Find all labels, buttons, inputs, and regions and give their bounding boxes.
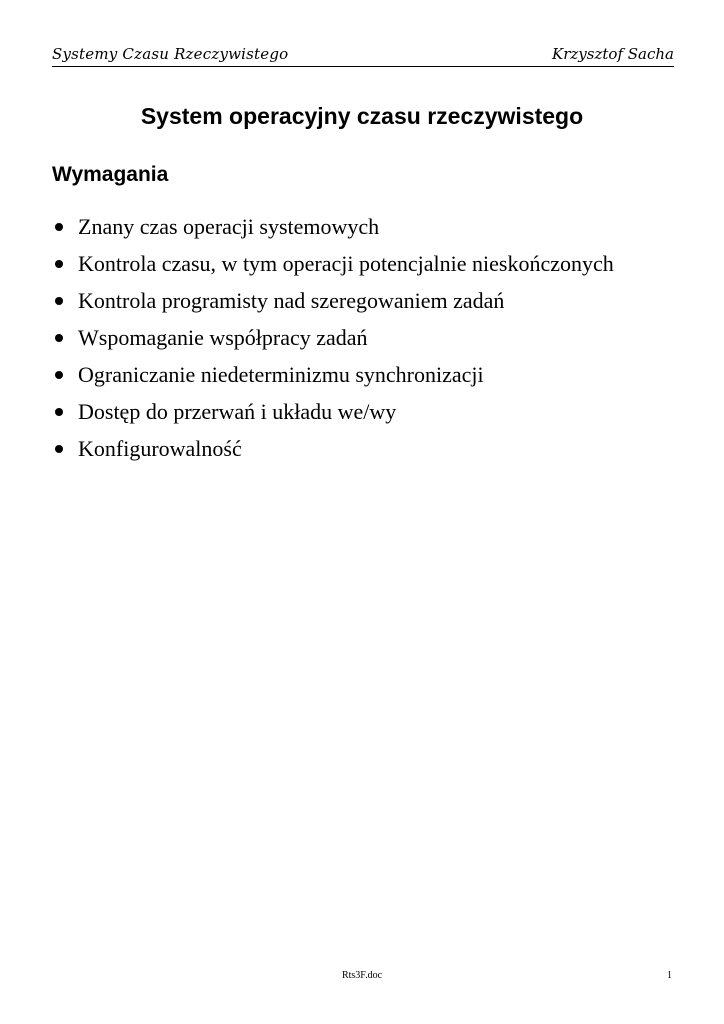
bullet-icon — [55, 297, 63, 305]
list-item — [52, 210, 692, 247]
running-header — [52, 42, 674, 67]
list-item-text: Kontrola programisty nad szeregowaniem zadań — [78, 288, 505, 313]
bullet-icon — [55, 371, 63, 379]
list-item — [52, 247, 692, 284]
bullet-icon — [55, 223, 63, 231]
page-title: System operacyjny czasu rzeczywistego — [140, 103, 584, 129]
list-item-text: Znany czas operacji systemowych — [78, 214, 380, 239]
footer-filename: Rts3F.doc — [341, 970, 383, 981]
requirements-list — [52, 210, 692, 469]
list-item — [52, 432, 692, 469]
list-item-text: Kontrola czasu, w tym operacji potencjalnie nieskończonych — [78, 251, 614, 276]
list-item — [52, 321, 692, 358]
bullet-icon — [55, 445, 63, 453]
list-item — [52, 358, 692, 395]
list-item — [52, 395, 692, 432]
header-course-title: Systemy Czasu Rzeczywistego — [52, 45, 289, 63]
list-item-text: Wspomaganie współpracy zadań — [78, 325, 368, 350]
list-item-text: Dostęp do przerwań i układu we/wy — [78, 399, 397, 424]
bullet-icon — [55, 334, 63, 342]
header-author: Krzysztof Sacha — [552, 45, 674, 63]
bullet-icon — [55, 260, 63, 268]
section-heading: Wymagania — [52, 163, 169, 186]
list-item-text: Ograniczanie niedeterminizmu synchronizacji — [78, 362, 484, 387]
list-item-text: Konfigurowalność — [78, 436, 242, 461]
bullet-icon — [55, 408, 63, 416]
list-item — [52, 284, 692, 321]
footer-page-number: 1 — [667, 970, 672, 981]
